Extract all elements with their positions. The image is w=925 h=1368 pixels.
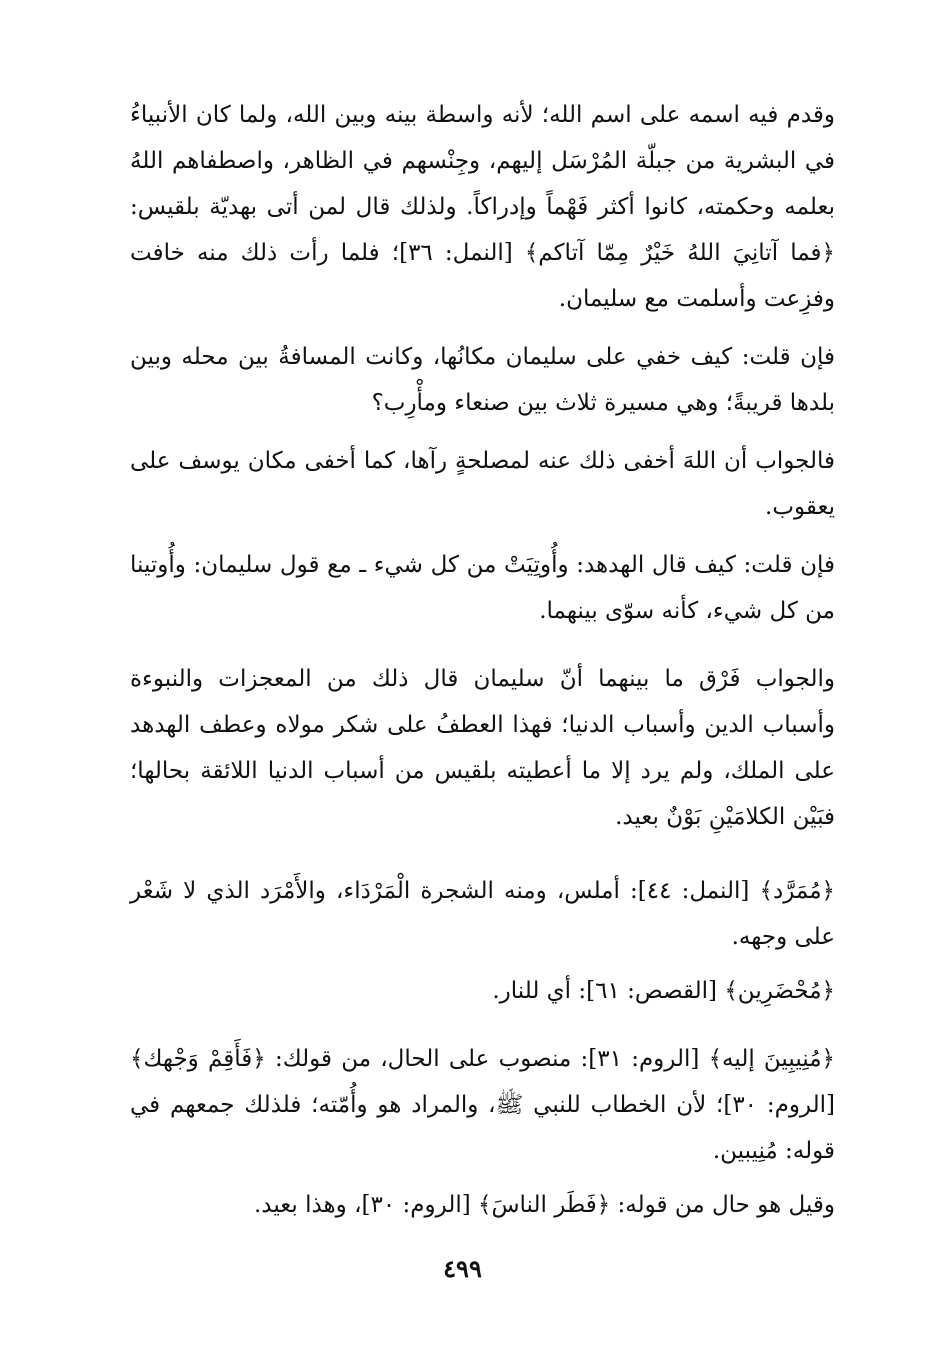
paragraph-question-location: فإن قلت: كيف خفي على سليمان مكانُها، وكانت المسافةُ بين محله وبين بلدها قريبةً؛ وهي مسيرة ثلاث بين صنعاء ومأْرِب؟ bbox=[130, 344, 835, 416]
paragraph-munibin: ﴿مُنِيبِينَ إليه﴾ [الروم: ٣١]: منصوب على الحال، من قولك: ﴿فَأَقِمْ وَجْهك﴾ [الروم: ٣٠]؛ لأن الخطاب للنبي ﷺ، والمراد هو وأُمّته؛ فلذلك جمعهم في قوله: مُنِيبين. bbox=[130, 1046, 835, 1164]
paragraph-answer-hoopoe: والجواب فَرْق ما بينهما أنّ سليمان قال ذلك من المعجزات والنبوءة وأسباب الدين وأسباب الدنيا؛ فهذا العطفُ على شكر مولاه وعطف الهدهد على الملك، ولم يرد إلا ما أعطيته بلقيس من أسباب الدنيا اللائقة بحالها؛ فبَيْن الكلامَيْنِ بَوْنٌ بعيد. bbox=[130, 666, 835, 830]
paragraph-question-hoopoe: فإن قلت: كيف قال الهدهد: وأُوتِيَتْ من كل شيء ـ مع قول سليمان: وأُوتينا من كل شيء، كأنه سوّى بينهما. bbox=[130, 552, 835, 624]
paragraph-mumarrad: ﴿مُمَرَّد﴾ [النمل: ٤٤]: أملس، ومنه الشجرة الْمَرْدَاء، والأَمْرَد الذي لا شَعْر على وجهه. bbox=[130, 878, 835, 950]
page-number: ٤٩٩ bbox=[443, 1254, 482, 1283]
page-body bbox=[130, 92, 835, 1228]
paragraph-answer-location: فالجواب أن اللهَ أخفى ذلك عنه لمصلحةٍ رآها، كما أخفى مكان يوسف على يعقوب. bbox=[130, 448, 835, 520]
paragraph-fatara: وقيل هو حال من قوله: ﴿فَطَر الناسَ﴾ [الروم: ٣٠]، وهذا بعيد. bbox=[253, 1192, 835, 1218]
paragraph-prophets: وقدم فيه اسمه على اسم الله؛ لأنه واسطة بينه وبين الله، ولما كان الأنبياءُ في البشرية من جبلّة المُرْسَل إليهم، وجِنْسهم في الظاهر، واصطفاهم اللهُ بعلمه وحكمته، كانوا أكثر فَهْماً وإدراكاً. ولذلك قال لمن أتى بهديّة بلقيس: ﴿فما آتانِيَ اللهُ خَيْرٌ مِمّا آتاكم﴾ [النمل: ٣٦]؛ فلما رأت ذلك منه خافت وفزِعت وأسلمت مع سليمان. bbox=[130, 102, 835, 312]
paragraph-muhdarin: ﴿مُحْضَرِين﴾ [القصص: ٦١]: أي للنار. bbox=[492, 978, 835, 1004]
